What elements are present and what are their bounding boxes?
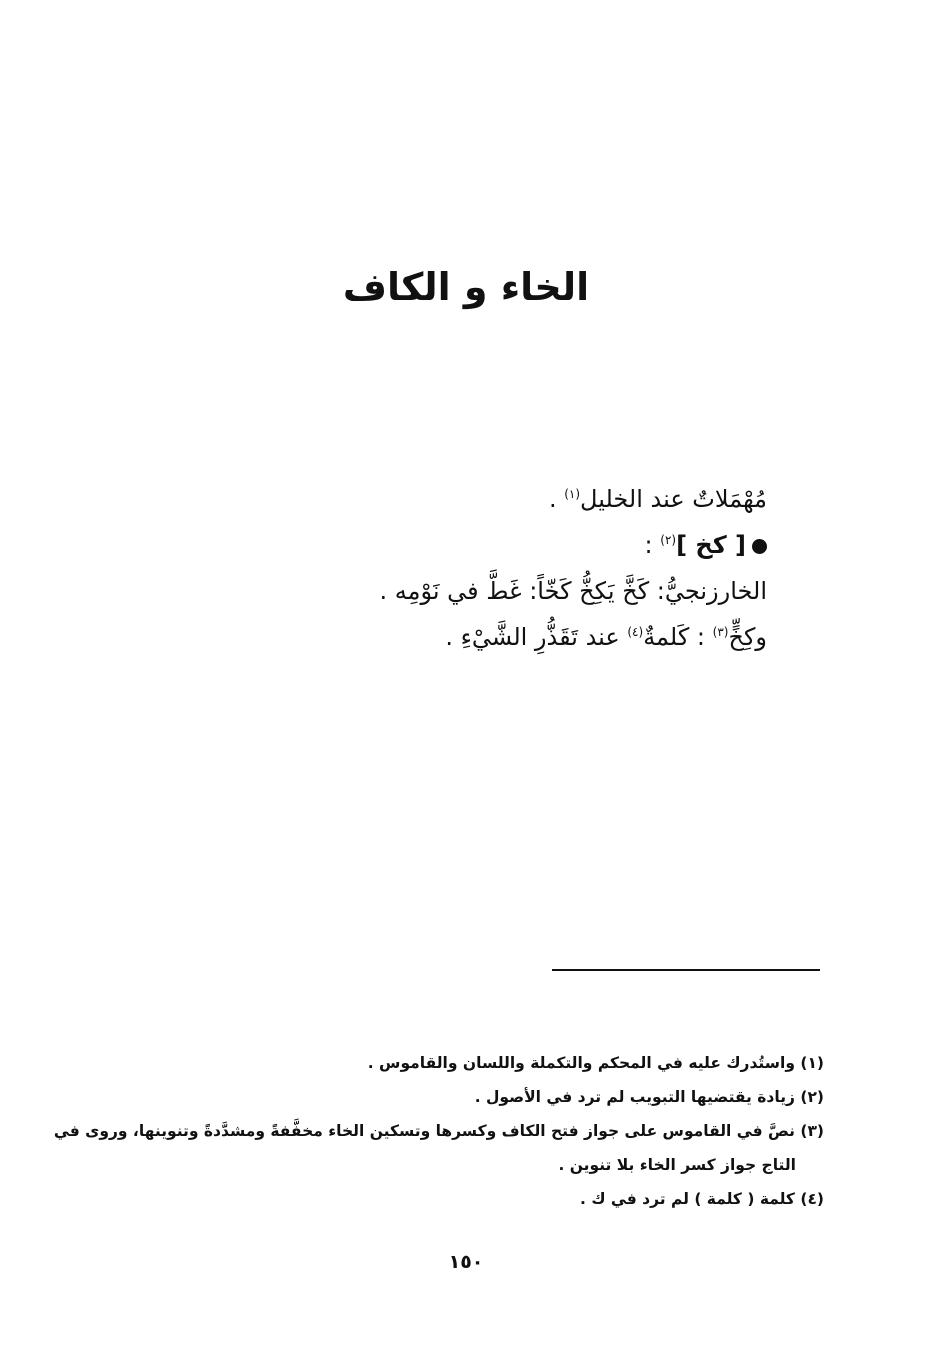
bullet-icon [752, 539, 767, 554]
footnote-divider [552, 969, 820, 971]
footnotes [53, 1046, 824, 1216]
text-line-2 [167, 522, 767, 568]
page-title: الخاء و الكاف [342, 265, 590, 309]
footnote-3-continuation: التاج جواز كسر الخاء بلا تنوين . [558, 1156, 796, 1174]
line-4-end: عند تَقَذُّرِ الشَّيْءِ . [445, 623, 628, 651]
text-line-1 [167, 476, 767, 522]
footnote-3: (٣) نصَّ في القاموس على جواز فتح الكاف وكسرها وتسكين الخاء مخفَّفةً ومشدَّدةً وتنوينها، وروى في [53, 1122, 824, 1140]
footnote-ref-1[interactable]: (١) [564, 487, 581, 501]
footnote-ref-4[interactable]: (٤) [627, 625, 644, 639]
text-line-4 [167, 614, 767, 660]
footnote-ref-2[interactable]: (٢) [660, 533, 677, 547]
main-text [167, 476, 767, 660]
footnote-4: (٤) كلمة ( كلمة ) لم ترد في ك . [580, 1190, 824, 1208]
entry-heading: [ كخ ] [676, 531, 746, 559]
line-1-text: مُهْمَلاتٌ عند الخليل [580, 485, 767, 513]
line-2-end: : [644, 531, 661, 559]
footnote-ref-3[interactable]: (٣) [712, 625, 729, 639]
line-1-end: . [548, 485, 565, 513]
footnote-2: (٢) زيادة يقتضيها التبويب لم ترد في الأصول . [474, 1088, 824, 1106]
page-number: ١٥٠ [448, 1251, 484, 1273]
text-line-3: الخارزنجيُّ: كَخَّ يَكِخُّ كَخّاً: غَطَّ في نَوْمِه . [379, 577, 767, 605]
line-4-word: وكِخٍّ [728, 623, 767, 651]
line-4-mid: : كَلمةٌ [643, 623, 713, 651]
footnote-1: (١) واستُدرك عليه في المحكم والتكملة واللسان والقاموس . [367, 1054, 824, 1072]
